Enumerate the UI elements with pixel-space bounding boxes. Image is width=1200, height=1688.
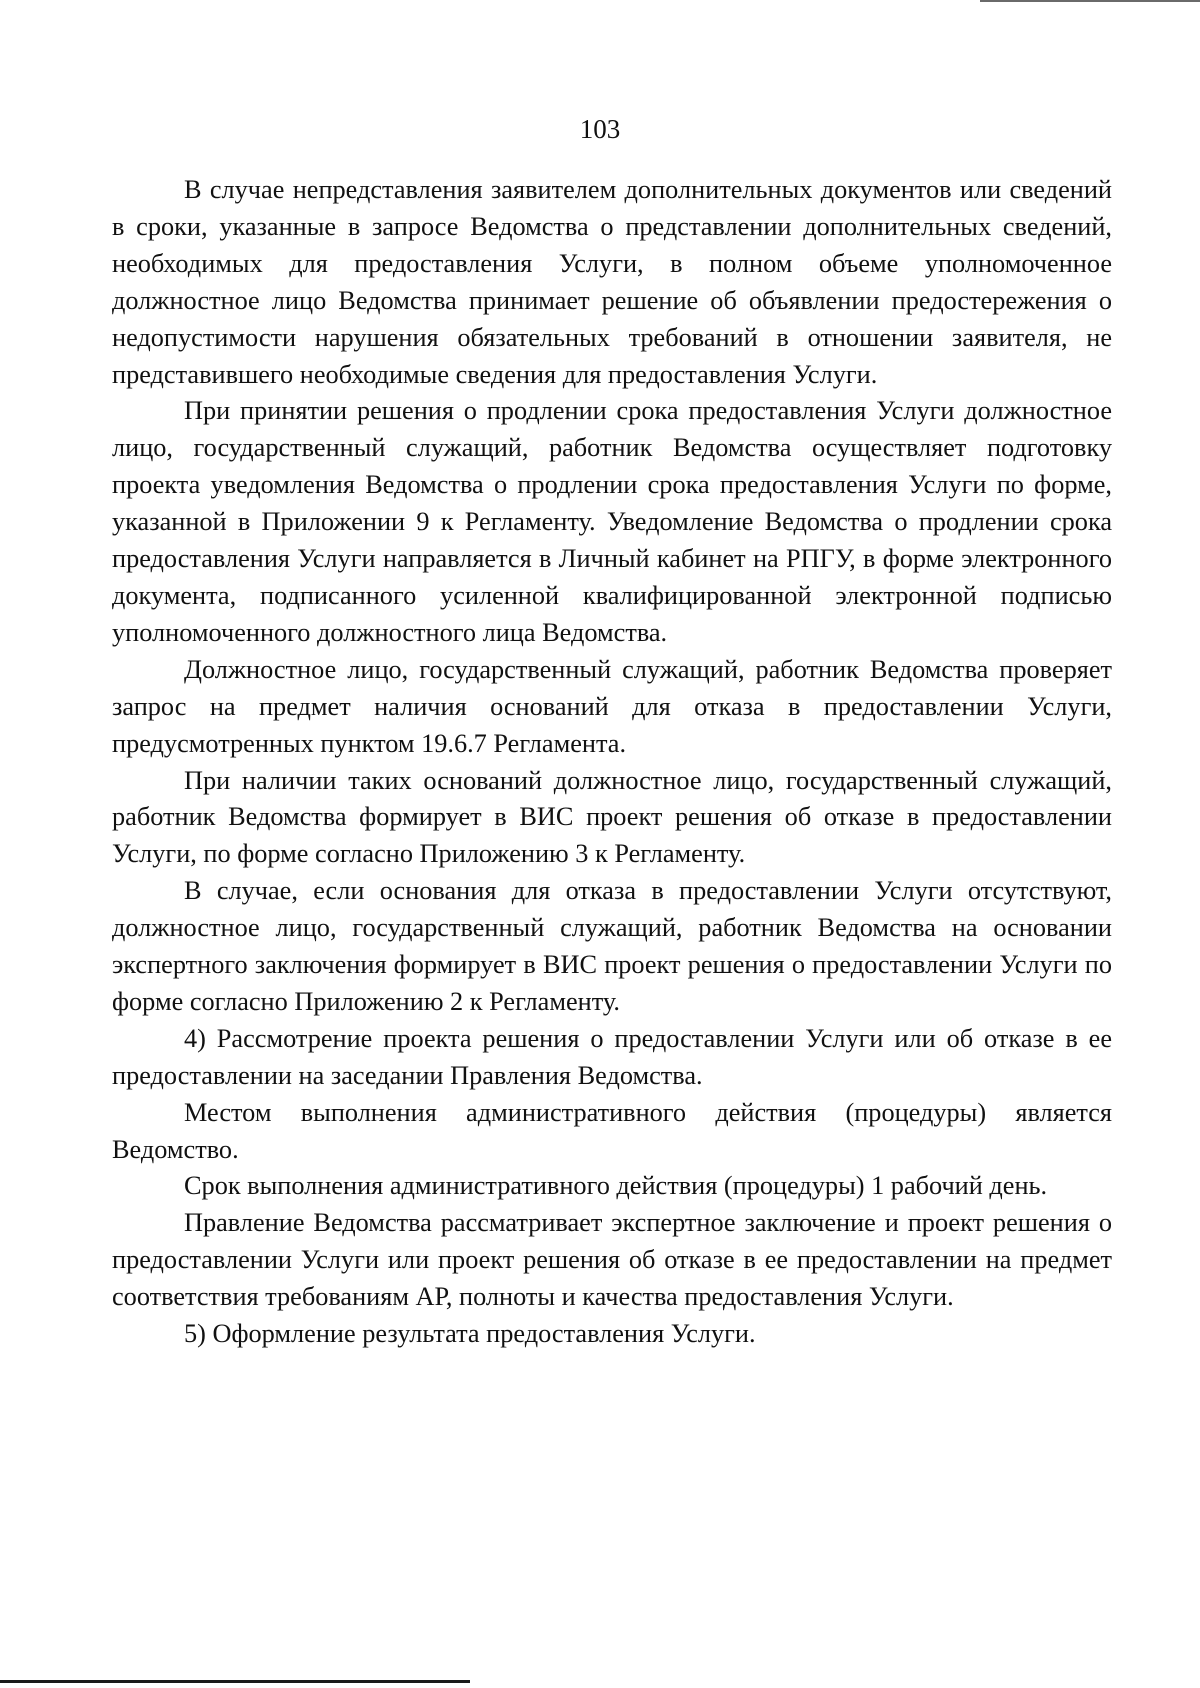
paragraph-non-submission: В случае непредставления заявителем дополнительных документов или сведений в сроки, указанные в запросе Ведомства о представлении дополнительных сведений, необходимых для предоставления Услуги, в полном объеме уполномоченное должностное лицо Ведомства принимает решение об объявлении предостережения о недопустимости нарушения обязательных требований в отношении заявителя, не представившего необходимые сведения для предоставления Услуги.	[112, 175, 1112, 389]
paragraph-step-4-heading: 4) Рассмотрение проекта решения о предоставлении Услуги или об отказе в ее предоставлении на заседании Правления Ведомства.	[112, 1023, 1112, 1090]
scan-edge-line-bottom	[0, 1680, 470, 1683]
paragraph-step-5-heading: 5) Оформление результата предоставления Услуги.	[184, 1319, 756, 1349]
paragraph-place-of-action: Местом выполнения административного действия (процедуры) является Ведомство.	[112, 1097, 1112, 1164]
page-number: 103	[579, 114, 621, 144]
scan-edge-line-top	[980, 0, 1200, 2]
paragraph-refusal-draft: При наличии таких оснований должностное лицо, государственный служащий, работник Ведомства формирует в ВИС проект решения об отказе в предоставлении Услуги, по форме согласно Приложению 3 к Регламенту.	[112, 765, 1112, 869]
paragraph-term-extension: При принятии решения о продлении срока предоставления Услуги должностное лицо, государственный служащий, работник Ведомства осуществляет подготовку проекта уведомления Ведомства о продлении срока предоставления Услуги по форме, указанной в Приложении 9 к Регламенту. Уведомление Ведомства о продлении срока предоставления Услуги направляется в Личный кабинет на РПГУ, в форме электронного документа, подписанного усиленной квалифицированной электронной подписью уполномоченного должностного лица Ведомства.	[112, 396, 1112, 647]
paragraph-approval-draft: В случае, если основания для отказа в предоставлении Услуги отсутствуют, должностное лицо, государственный служащий, работник Ведомства на основании экспертного заключения формирует в ВИС проект решения о предоставлении Услуги по форме согласно Приложению 2 к Регламенту.	[112, 876, 1112, 1016]
paragraph-board-review: Правление Ведомства рассматривает экспертное заключение и проект решения о предоставлении Услуги или проект решения об отказе в ее предоставлении на предмет соответствия требованиям АР, полноты и качества предоставления Услуги.	[112, 1208, 1112, 1312]
paragraph-check-grounds: Должностное лицо, государственный служащий, работник Ведомства проверяет запрос на предмет наличия оснований для отказа в предоставлении Услуги, предусмотренных пунктом 19.6.7 Регламента.	[112, 654, 1112, 758]
document-body	[112, 172, 1112, 1353]
paragraph-action-term: Срок выполнения административного действия (процедуры) 1 рабочий день.	[184, 1171, 1048, 1201]
